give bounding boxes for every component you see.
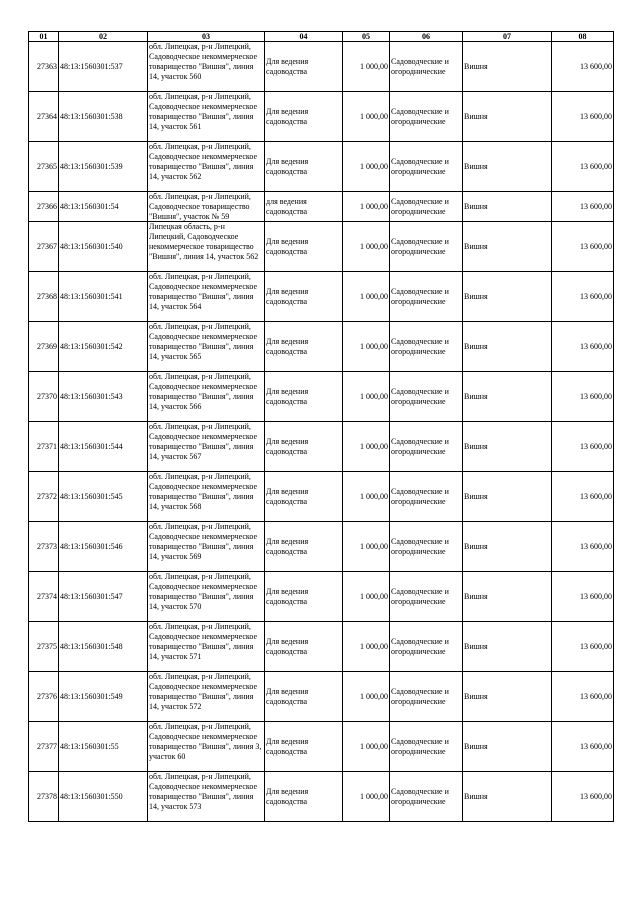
col-header-04: 04	[265, 32, 343, 42]
cell-partnership-name: Вишня	[463, 92, 552, 142]
cell-row-number: 27376	[29, 672, 59, 722]
table-row	[29, 322, 614, 372]
col-header-03: 03	[148, 32, 265, 42]
address-text: обл. Липецкая, р-н Липецкий, Садоводческое некоммерческое товарищество "Вишня", линия 14, участок 569	[149, 522, 258, 561]
address-text: обл. Липецкая, р-н Липецкий, Садоводческое некоммерческое товарищество "Вишня", линия 14, участок 564	[149, 272, 258, 311]
cell-address	[148, 522, 265, 572]
cell-cadastral-number: 48:13:1560301:546	[59, 522, 148, 572]
address-text: обл. Липецкая, р-н Липецкий, Садоводческое некоммерческое товарищество "Вишня", линия 14, участок 572	[149, 672, 258, 711]
cell-land-category: Садоводческие и огороднические	[390, 472, 463, 522]
cell-cadastral-value: 13 600,00	[552, 622, 614, 672]
cell-row-number: 27369	[29, 322, 59, 372]
cell-cadastral-number: 48:13:1560301:539	[59, 142, 148, 192]
cell-address	[148, 42, 265, 92]
cell-row-number: 27366	[29, 192, 59, 222]
cell-land-purpose: для ведения садоводства	[265, 192, 343, 222]
cell-address	[148, 322, 265, 372]
cell-area-value: 1 000,00	[343, 472, 390, 522]
cell-area-value: 1 000,00	[343, 42, 390, 92]
cell-land-category: Садоводческие и огороднические	[390, 192, 463, 222]
table-row	[29, 772, 614, 822]
cell-cadastral-value: 13 600,00	[552, 372, 614, 422]
cell-cadastral-number: 48:13:1560301:545	[59, 472, 148, 522]
cell-partnership-name: Вишня	[463, 42, 552, 92]
col-header-07: 07	[463, 32, 552, 42]
table-row	[29, 422, 614, 472]
cell-land-category: Садоводческие и огороднические	[390, 422, 463, 472]
cell-land-purpose: Для ведения садоводства	[265, 472, 343, 522]
cell-cadastral-number: 48:13:1560301:55	[59, 722, 148, 772]
cell-area-value: 1 000,00	[343, 422, 390, 472]
cell-address	[148, 722, 265, 772]
cell-address	[148, 192, 265, 222]
col-header-05: 05	[343, 32, 390, 42]
cell-partnership-name: Вишня	[463, 722, 552, 772]
cell-cadastral-number: 48:13:1560301:541	[59, 272, 148, 322]
table-row	[29, 622, 614, 672]
cell-cadastral-value: 13 600,00	[552, 322, 614, 372]
cell-land-category: Садоводческие и огороднические	[390, 322, 463, 372]
cell-land-purpose: Для ведения садоводства	[265, 42, 343, 92]
cell-cadastral-number: 48:13:1560301:542	[59, 322, 148, 372]
cell-row-number: 27373	[29, 522, 59, 572]
cell-land-purpose: Для ведения садоводства	[265, 92, 343, 142]
cell-cadastral-value: 13 600,00	[552, 222, 614, 272]
address-text: обл. Липецкая, р-н Липецкий, Садоводческое некоммерческое товарищество "Вишня", линия 14, участок 567	[149, 422, 258, 461]
cell-row-number: 27367	[29, 222, 59, 272]
cell-address	[148, 422, 265, 472]
cell-row-number: 27372	[29, 472, 59, 522]
cell-land-purpose: Для ведения садоводства	[265, 722, 343, 772]
address-text: обл. Липецкая, р-н Липецкий, Садоводческое некоммерческое товарищество "Вишня", линия 14, участок 565	[149, 322, 258, 361]
cell-address	[148, 272, 265, 322]
cell-address	[148, 572, 265, 622]
registry-table	[28, 31, 614, 822]
table-row	[29, 222, 614, 272]
cell-land-category: Садоводческие и огороднические	[390, 672, 463, 722]
cell-cadastral-value: 13 600,00	[552, 722, 614, 772]
cell-area-value: 1 000,00	[343, 672, 390, 722]
cell-partnership-name: Вишня	[463, 522, 552, 572]
cell-partnership-name: Вишня	[463, 272, 552, 322]
cell-land-category: Садоводческие и огороднические	[390, 572, 463, 622]
cell-land-category: Садоводческие и огороднические	[390, 42, 463, 92]
cell-area-value: 1 000,00	[343, 722, 390, 772]
cell-cadastral-number: 48:13:1560301:538	[59, 92, 148, 142]
cell-land-category: Садоводческие и огороднические	[390, 142, 463, 192]
cell-row-number: 27368	[29, 272, 59, 322]
cell-land-purpose: Для ведения садоводства	[265, 572, 343, 622]
table-row	[29, 472, 614, 522]
cell-cadastral-value: 13 600,00	[552, 422, 614, 472]
cell-cadastral-number: 48:13:1560301:540	[59, 222, 148, 272]
col-header-02: 02	[59, 32, 148, 42]
cell-partnership-name: Вишня	[463, 322, 552, 372]
cell-land-purpose: Для ведения садоводства	[265, 142, 343, 192]
cell-partnership-name: Вишня	[463, 372, 552, 422]
header-row	[29, 32, 614, 42]
cell-area-value: 1 000,00	[343, 272, 390, 322]
cell-address	[148, 622, 265, 672]
cell-land-purpose: Для ведения садоводства	[265, 372, 343, 422]
cell-row-number: 27377	[29, 722, 59, 772]
cell-row-number: 27365	[29, 142, 59, 192]
table-row	[29, 272, 614, 322]
cell-area-value: 1 000,00	[343, 322, 390, 372]
cell-row-number: 27363	[29, 42, 59, 92]
table-row	[29, 142, 614, 192]
table-row	[29, 572, 614, 622]
address-text: обл. Липецкая, р-н Липецкий, Садоводческое некоммерческое товарищество "Вишня", линия 14, участок 566	[149, 372, 258, 411]
cell-land-category: Садоводческие и огороднические	[390, 772, 463, 822]
cell-cadastral-number: 48:13:1560301:548	[59, 622, 148, 672]
cell-land-purpose: Для ведения садоводства	[265, 272, 343, 322]
cell-cadastral-value: 13 600,00	[552, 142, 614, 192]
col-header-06: 06	[390, 32, 463, 42]
cell-partnership-name: Вишня	[463, 672, 552, 722]
cell-land-purpose: Для ведения садоводства	[265, 622, 343, 672]
cell-land-category: Садоводческие и огороднические	[390, 522, 463, 572]
cell-cadastral-value: 13 600,00	[552, 522, 614, 572]
cell-area-value: 1 000,00	[343, 622, 390, 672]
cell-area-value: 1 000,00	[343, 142, 390, 192]
cell-cadastral-number: 48:13:1560301:550	[59, 772, 148, 822]
cell-partnership-name: Вишня	[463, 772, 552, 822]
address-text: обл. Липецкая, р-н Липецкий, Садоводческое некоммерческое товарищество "Вишня", линия 3, участок 60	[149, 722, 262, 761]
table-row	[29, 372, 614, 422]
cell-partnership-name: Вишня	[463, 472, 552, 522]
address-text: обл. Липецкая, р-н Липецкий, Садоводческое некоммерческое товарищество "Вишня", линия 14, участок 571	[149, 622, 258, 661]
cell-area-value: 1 000,00	[343, 92, 390, 142]
cell-address	[148, 672, 265, 722]
cell-partnership-name: Вишня	[463, 572, 552, 622]
table-row	[29, 522, 614, 572]
cell-cadastral-value: 13 600,00	[552, 472, 614, 522]
cell-cadastral-value: 13 600,00	[552, 672, 614, 722]
cell-address	[148, 372, 265, 422]
cell-area-value: 1 000,00	[343, 222, 390, 272]
cell-area-value: 1 000,00	[343, 572, 390, 622]
cell-land-category: Садоводческие и огороднические	[390, 722, 463, 772]
cell-cadastral-number: 48:13:1560301:544	[59, 422, 148, 472]
cell-area-value: 1 000,00	[343, 192, 390, 222]
cell-partnership-name: Вишня	[463, 622, 552, 672]
cell-address	[148, 772, 265, 822]
cell-partnership-name: Вишня	[463, 142, 552, 192]
cell-partnership-name: Вишня	[463, 192, 552, 222]
cell-partnership-name: Вишня	[463, 222, 552, 272]
cell-area-value: 1 000,00	[343, 372, 390, 422]
cell-area-value: 1 000,00	[343, 772, 390, 822]
address-text: обл. Липецкая, р-н Липецкий, Садоводческое некоммерческое товарищество "Вишня", линия 14, участок 561	[149, 92, 258, 131]
address-text: обл. Липецкая, р-н Липецкий, Садоводческое некоммерческое товарищество "Вишня", линия 14, участок 570	[149, 572, 258, 611]
address-text: обл. Липецкая, р-н Липецкий, Садоводческое некоммерческое товарищество "Вишня", линия 14, участок 562	[149, 142, 258, 181]
cell-land-category: Садоводческие и огороднические	[390, 92, 463, 142]
cell-cadastral-value: 13 600,00	[552, 272, 614, 322]
table-row	[29, 42, 614, 92]
address-text: обл. Липецкая, р-н Липецкий, Садоводческое товарищество "Вишня", участок № 59	[149, 192, 251, 221]
address-text: Липецкая область, р-н Липецкий, Садоводческое некоммерческое товарищество "Вишня", линия 14, участок 562	[149, 222, 259, 261]
cell-land-purpose: Для ведения садоводства	[265, 222, 343, 272]
table-row	[29, 722, 614, 772]
cell-cadastral-value: 13 600,00	[552, 42, 614, 92]
cell-cadastral-number: 48:13:1560301:54	[59, 192, 148, 222]
cell-cadastral-value: 13 600,00	[552, 192, 614, 222]
table-row	[29, 672, 614, 722]
cell-address	[148, 222, 265, 272]
cell-address	[148, 92, 265, 142]
cell-row-number: 27364	[29, 92, 59, 142]
cell-cadastral-number: 48:13:1560301:537	[59, 42, 148, 92]
address-text: обл. Липецкая, р-н Липецкий, Садоводческое некоммерческое товарищество "Вишня", линия 14, участок 573	[149, 772, 258, 811]
col-header-08: 08	[552, 32, 614, 42]
cell-land-purpose: Для ведения садоводства	[265, 672, 343, 722]
cell-row-number: 27371	[29, 422, 59, 472]
address-text: обл. Липецкая, р-н Липецкий, Садоводческое некоммерческое товарищество "Вишня", линия 14, участок 568	[149, 472, 258, 511]
cell-land-category: Садоводческие и огороднические	[390, 222, 463, 272]
cell-cadastral-value: 13 600,00	[552, 572, 614, 622]
cell-address	[148, 142, 265, 192]
cell-cadastral-number: 48:13:1560301:543	[59, 372, 148, 422]
cell-row-number: 27375	[29, 622, 59, 672]
cell-land-category: Садоводческие и огороднические	[390, 622, 463, 672]
cell-land-category: Садоводческие и огороднические	[390, 372, 463, 422]
cell-partnership-name: Вишня	[463, 422, 552, 472]
cell-cadastral-number: 48:13:1560301:549	[59, 672, 148, 722]
cell-cadastral-value: 13 600,00	[552, 92, 614, 142]
cell-row-number: 27370	[29, 372, 59, 422]
address-text: обл. Липецкая, р-н Липецкий, Садоводческое некоммерческое товарищество "Вишня", линия 14, участок 560	[149, 42, 258, 81]
cell-land-purpose: Для ведения садоводства	[265, 322, 343, 372]
cell-land-purpose: Для ведения садоводства	[265, 772, 343, 822]
cell-row-number: 27378	[29, 772, 59, 822]
cell-land-category: Садоводческие и огороднические	[390, 272, 463, 322]
cell-area-value: 1 000,00	[343, 522, 390, 572]
cell-cadastral-value: 13 600,00	[552, 772, 614, 822]
cell-land-purpose: Для ведения садоводства	[265, 422, 343, 472]
cell-land-purpose: Для ведения садоводства	[265, 522, 343, 572]
cell-cadastral-number: 48:13:1560301:547	[59, 572, 148, 622]
table-row	[29, 92, 614, 142]
table-row	[29, 192, 614, 222]
col-header-01: 01	[29, 32, 59, 42]
cell-row-number: 27374	[29, 572, 59, 622]
cell-address	[148, 472, 265, 522]
